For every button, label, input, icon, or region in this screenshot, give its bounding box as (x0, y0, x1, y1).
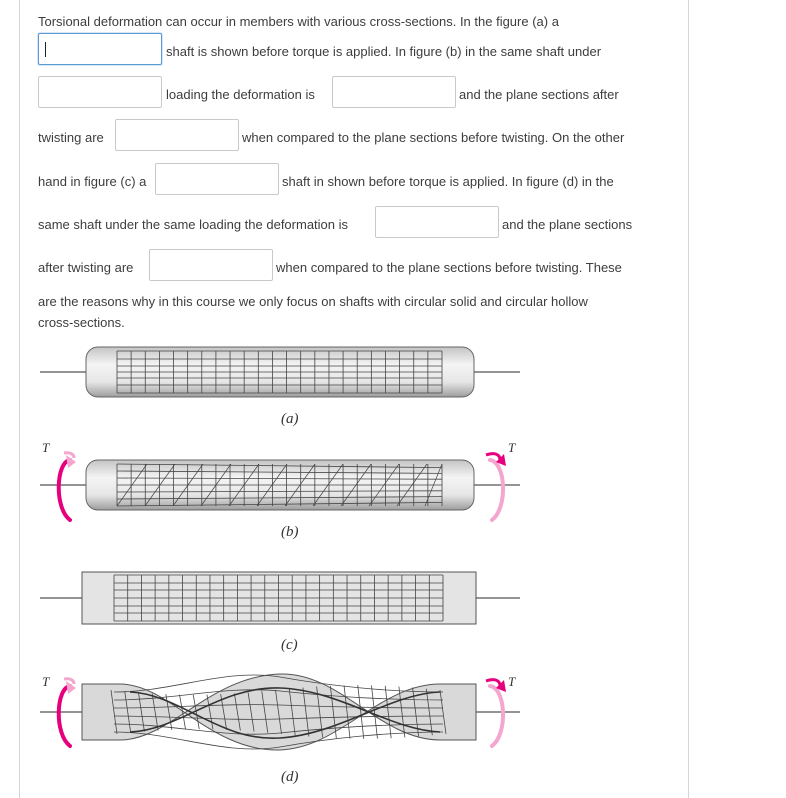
question-text-11: after twisting are (38, 260, 134, 275)
torque-label-left-b: T (42, 440, 50, 455)
figure-c-rectangular-shaft (40, 572, 520, 624)
figure-d-twisted-rectangular-shaft (40, 674, 520, 750)
question-text-8: shaft in shown before torque is applied. In figure (d) in the (282, 174, 614, 189)
question-text-4: and the plane sections after (459, 87, 619, 102)
figure-c-caption: (c) (281, 637, 298, 653)
figure-a-caption: (a) (281, 411, 299, 427)
question-text-14: cross-sections. (38, 315, 125, 330)
figure-b-caption: (b) (281, 524, 299, 540)
torque-arrow-right-b (486, 454, 506, 520)
torque-label-right-b: T (508, 440, 516, 455)
question-text-10: and the plane sections (502, 217, 633, 232)
question-text-12: when compared to the plane sections before twisting. These (276, 260, 622, 275)
question-text-6: when compared to the plane sections before twisting. On the other (242, 130, 625, 145)
question-text-2: shaft is shown before torque is applied. In figure (b) in the same shaft under (166, 44, 602, 59)
figure-d-caption: (d) (281, 769, 299, 785)
figure-a-circular-shaft (40, 347, 520, 397)
torque-label-left-d: T (42, 674, 50, 689)
question-text-13: are the reasons why in this course we only focus on shafts with circular solid and circular hollow (38, 294, 588, 309)
question-text-1: Torsional deformation can occur in members with various cross-sections. In the figure (a) a (38, 14, 559, 29)
question-text-3: loading the deformation is (166, 87, 315, 102)
question-text-7: hand in figure (c) a (38, 174, 147, 189)
figure-b-twisted-circular-shaft (40, 453, 520, 520)
torque-arrow-right-d (486, 680, 506, 746)
torque-arrow-left-b (59, 453, 76, 520)
question-text-5: twisting are (38, 130, 104, 145)
torque-label-right-d: T (508, 674, 516, 689)
question-text-9: same shaft under the same loading the deformation is (38, 217, 349, 232)
